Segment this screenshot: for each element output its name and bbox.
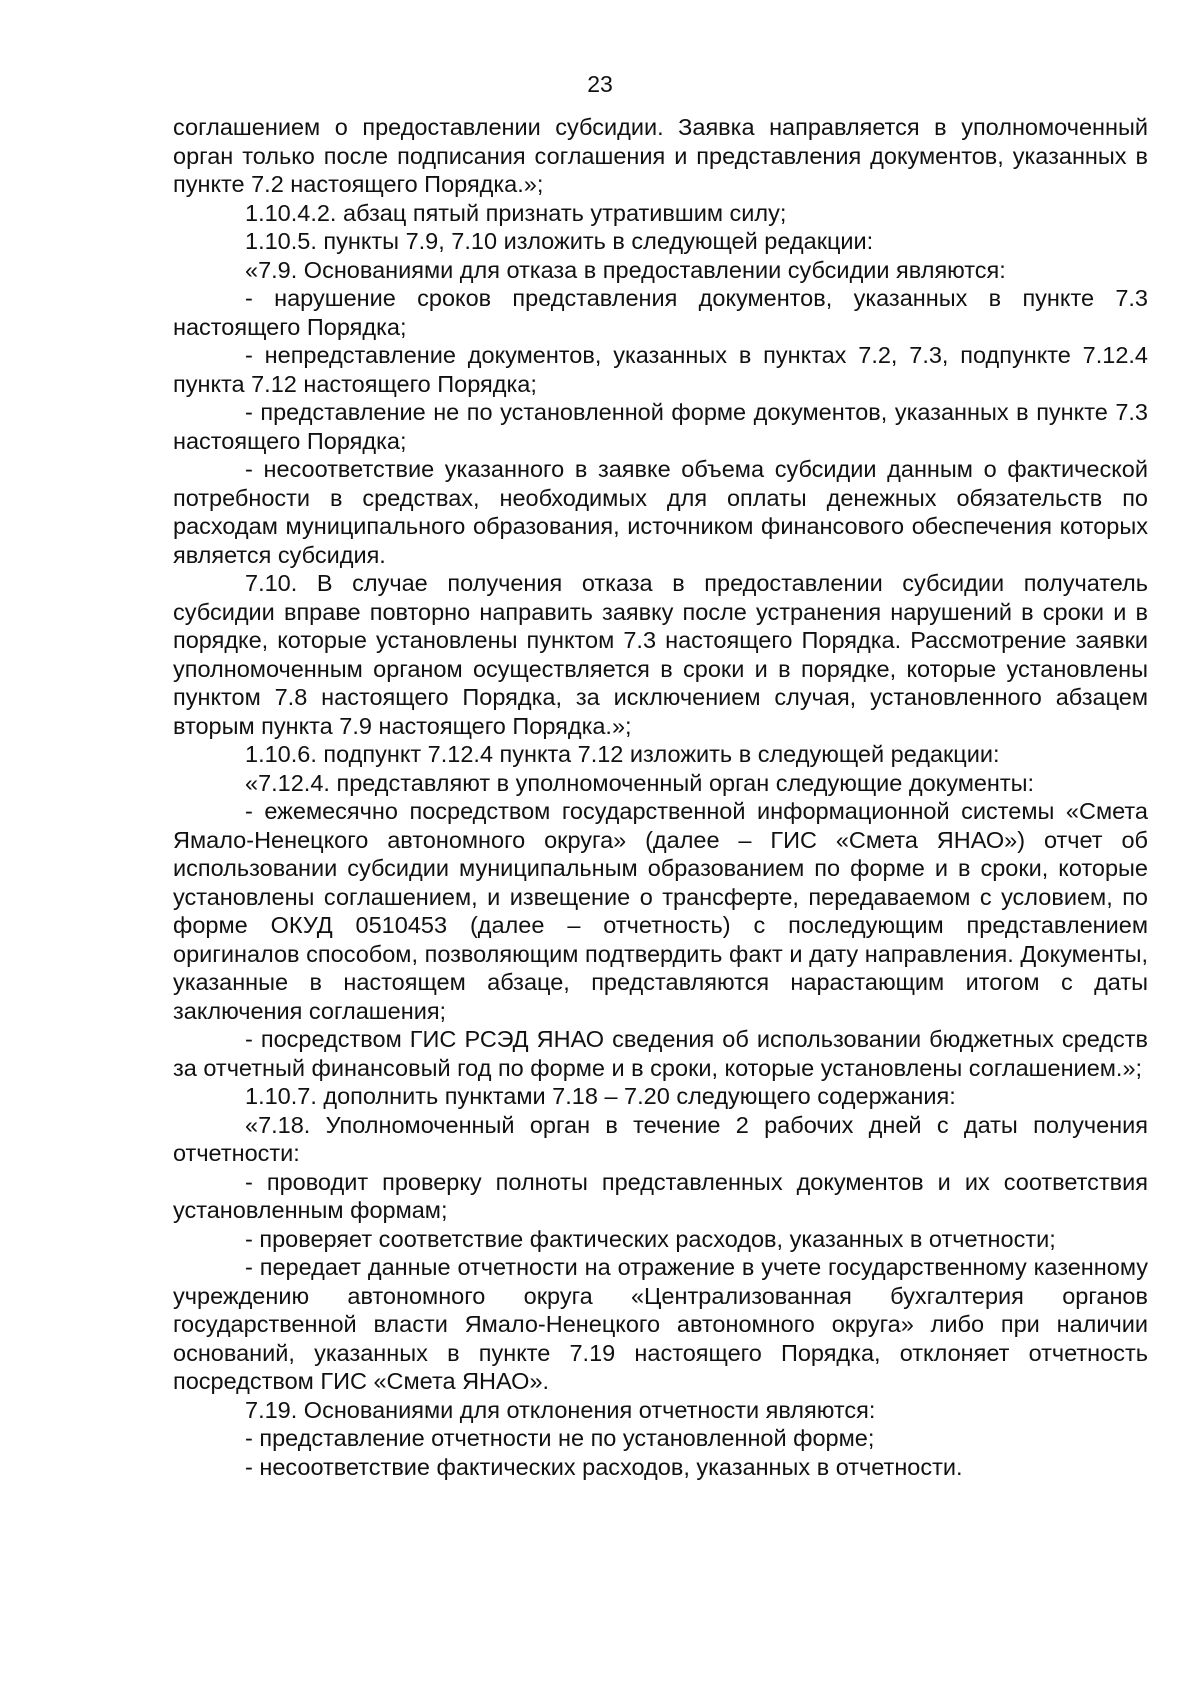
paragraph: «7.18. Уполномоченный орган в течение 2 рабочих дней с даты получения отчетности: bbox=[173, 1111, 1148, 1166]
paragraph: - представление отчетности не по установленной форме; bbox=[245, 1425, 875, 1451]
document-body bbox=[173, 113, 1148, 1481]
paragraph: - посредством ГИС РСЭД ЯНАО сведения об использовании бюджетных средств за отчетный финансовый год по форме и в сроки, которые установлены соглашением.»; bbox=[173, 1026, 1148, 1081]
paragraph: «7.9. Основаниями для отказа в предоставлении субсидии являются: bbox=[245, 256, 1006, 283]
paragraph: - передает данные отчетности на отражение в учете государственному казенному учреждению автономного округа «Централизованная бухгалтерия органов государственной власти Ямало-Ненецкого автономного округа» либо при наличии оснований, указанных в пункте 7.19 настоящего Порядка, отклоняет отчетность посредством ГИС «Смета ЯНАО». bbox=[173, 1254, 1148, 1394]
paragraph: - проверяет соответствие фактических расходов, указанных в отчетности; bbox=[245, 1225, 1056, 1252]
paragraph: 1.10.4.2. абзац пятый признать утратившим силу; bbox=[245, 199, 787, 226]
paragraph: 1.10.5. пункты 7.9, 7.10 изложить в следующей редакции: bbox=[245, 228, 874, 254]
paragraph: 7.10. В случае получения отказа в предоставлении субсидии получатель субсидии вправе повторно направить заявку после устранения нарушений в сроки и в порядке, которые установлены пунктом 7.3 настоящего Порядка. Рассмотрение заявки уполномоченным органом осуществляется в сроки и в порядке, которые установлены пунктом 7.8 настоящего Порядка, за исключением случая, установленного абзацем вторым пункта 7.9 настоящего Порядка.»; bbox=[173, 570, 1148, 739]
paragraph: - ежемесячно посредством государственной информационной системы «Смета Ямало-Ненецкого автономного округа» (далее – ГИС «Смета ЯНАО») отчет об использовании субсидии муниципальным образованием по форме и в сроки, которые установлены соглашением, и извещение о трансферте, передаваемом с условием, по форме ОКУД 0510453 (далее – отчетность) с последующим представлением оригиналов способом, позволяющим подтвердить факт и дату направления. Документы, указанные в настоящем абзаце, представляются нарастающим итогом с даты заключения соглашения; bbox=[173, 798, 1148, 1024]
paragraph: - несоответствие фактических расходов, указанных в отчетности. bbox=[245, 1453, 963, 1480]
paragraph: 1.10.6. подпункт 7.12.4 пункта 7.12 изложить в следующей редакции: bbox=[245, 741, 1000, 767]
paragraph: «7.12.4. представляют в уполномоченный орган следующие документы: bbox=[245, 769, 1035, 796]
paragraph: 1.10.7. дополнить пунктами 7.18 – 7.20 следующего содержания: bbox=[245, 1083, 956, 1109]
paragraph: - несоответствие указанного в заявке объема субсидии данным о фактической потребности в средствах, необходимых для оплаты денежных обязательств по расходам муниципального образования, источником финансового обеспечения которых является субсидия. bbox=[173, 456, 1148, 568]
paragraph: - представление не по установленной форме документов, указанных в пункте 7.3 настоящего Порядка; bbox=[173, 399, 1148, 454]
paragraph: - нарушение сроков представления документов, указанных в пункте 7.3 настоящего Порядка; bbox=[173, 285, 1148, 340]
paragraph: соглашением о предоставлении субсидии. Заявка направляется в уполномоченный орган только после подписания соглашения и представления документов, указанных в пункте 7.2 настоящего Порядка.»; bbox=[173, 114, 1148, 197]
paragraph: - проводит проверку полноты представленных документов и их соответствия установленным формам; bbox=[173, 1168, 1148, 1223]
page-number: 23 bbox=[587, 71, 613, 97]
paragraph: - непредставление документов, указанных в пунктах 7.2, 7.3, подпункте 7.12.4 пункта 7.12 настоящего Порядка; bbox=[173, 342, 1148, 397]
paragraph: 7.19. Основаниями для отклонения отчетности являются: bbox=[245, 1396, 876, 1423]
